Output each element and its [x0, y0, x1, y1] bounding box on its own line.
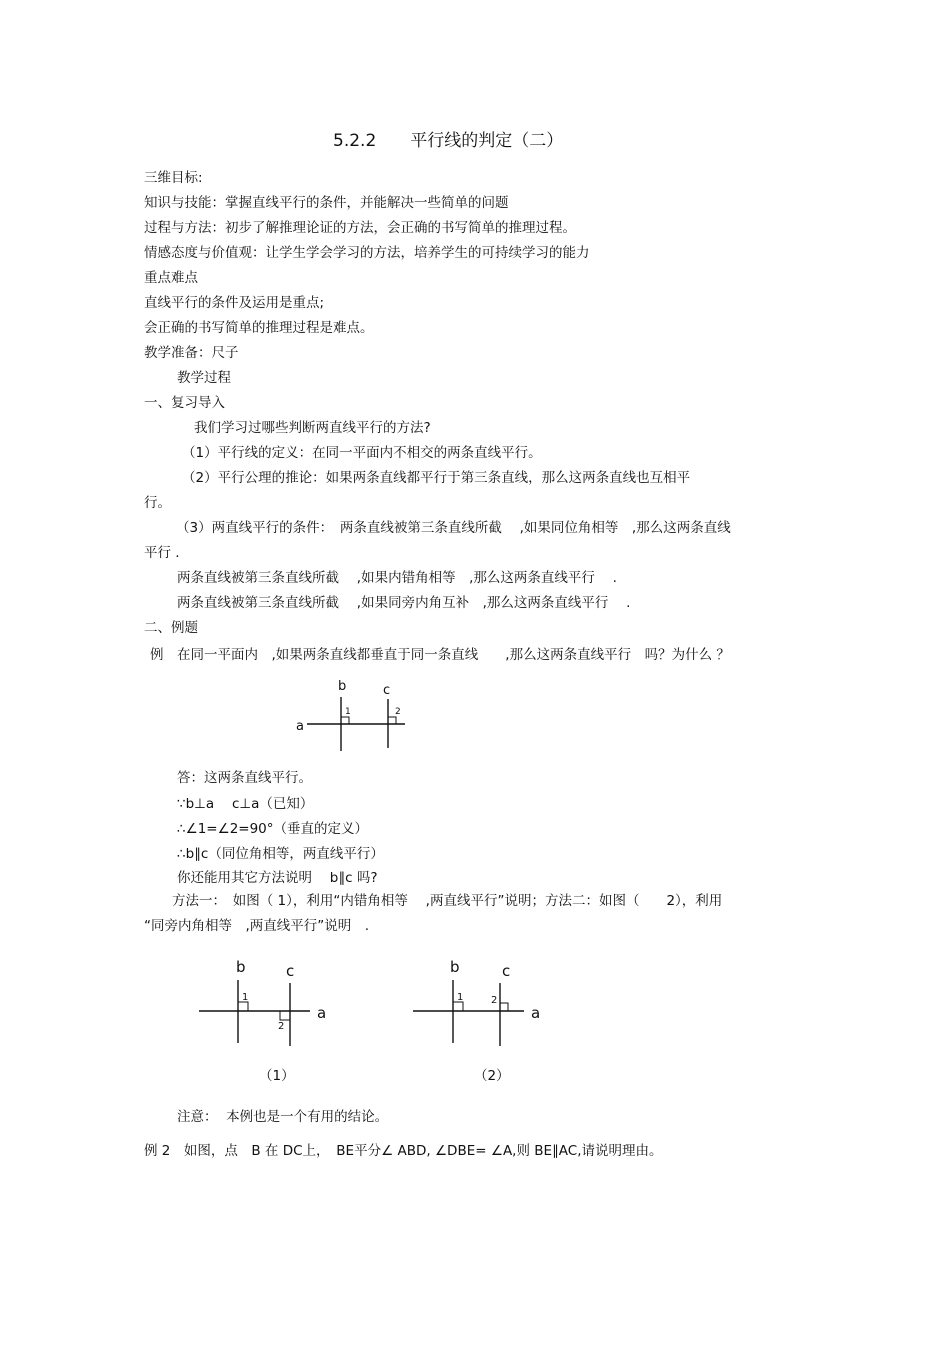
text-line: 方法一： 如图（ 1），利用“内错角相等 ,两直线平行”说明；方法二：如图（ 2），利用: [172, 893, 723, 909]
text-line: 例 2 如图，点 B 在 DC上， BE平分∠ ABD, ∠DBE= ∠A,则 BE∥AC,请说明理由。: [144, 1143, 663, 1159]
label-a: a: [317, 1004, 327, 1022]
text-line: “同旁内角相等 ,两直线平行”说明 .: [144, 918, 370, 934]
text-line: 两条直线被第三条直线所截 ,如果同旁内角互补 ,那么这两条直线平行 .: [177, 595, 631, 611]
label-b: b: [450, 958, 460, 976]
page-title: 5.2.2 平行线的判定（二）: [333, 131, 564, 151]
text-line: 你还能用其它方法说明 b∥c 吗?: [177, 870, 378, 886]
text-line: 过程与方法：初步了解推理论证的方法，会正确的书写简单的推理过程。: [144, 220, 576, 236]
figure-caption-1: （1）: [259, 1068, 295, 1084]
right-angle-mark-2: [500, 1003, 508, 1011]
text-line: 例 在同一平面内 ,如果两条直线都垂直于同一条直线 ,那么这两条直线平行 吗？为什么 ？: [150, 647, 730, 663]
label-angle-1: 1: [457, 992, 464, 1003]
text-line: ∴b∥c（同位角相等，两直线平行）: [177, 846, 384, 862]
text-line: （2）平行公理的推论：如果两条直线都平行于第三条直线，那么这两条直线也互相平: [182, 470, 691, 486]
text-line: 一、复习导入: [144, 395, 225, 411]
text-line: 注意： 本例也是一个有用的结论。: [177, 1109, 389, 1125]
figure-caption-2: （2）: [474, 1068, 510, 1084]
text-line: 情感态度与价值观：让学生学会学习的方法，培养学生的可持续学习的能力: [144, 245, 590, 261]
label-a: a: [296, 719, 304, 734]
label-angle-2: 2: [278, 1021, 285, 1032]
label-angle-1: 1: [345, 707, 351, 717]
label-angle-2: 2: [491, 995, 498, 1006]
label-c: c: [383, 683, 391, 698]
text-line: （3）两直线平行的条件： 两条直线被第三条直线所截 ,如果同位角相等 ,那么这两条直线: [176, 520, 731, 536]
text-line: 平行 .: [144, 545, 180, 561]
text-line: 教学准备：尺子: [144, 345, 239, 361]
text-line: 知识与技能：掌握直线平行的条件，并能解决一些简单的问题: [144, 195, 509, 211]
text-line: 教学过程: [177, 370, 231, 386]
text-line: 两条直线被第三条直线所截 ,如果内错角相等 ,那么这两条直线平行 .: [177, 570, 617, 586]
text-line: 行。: [144, 495, 171, 511]
text-line: 重点难点: [144, 270, 198, 286]
right-angle-mark-1: [453, 1002, 463, 1011]
text-line: ∵b⊥a c⊥a（已知）: [177, 796, 314, 812]
label-a: a: [531, 1004, 541, 1022]
text-line: 会正确的书写简单的推理过程是难点。: [144, 320, 374, 336]
text-line: （1）平行线的定义：在同一平面内不相交的两条直线平行。: [182, 445, 542, 461]
text-line: 三维目标:: [144, 170, 203, 186]
text-line: 答：这两条直线平行。: [177, 770, 312, 786]
label-angle-1: 1: [242, 992, 249, 1003]
label-b: b: [236, 958, 246, 976]
label-b: b: [338, 679, 347, 694]
text-line: 我们学习过哪些判断两直线平行的方法?: [194, 420, 431, 436]
text-line: 直线平行的条件及运用是重点;: [144, 295, 325, 311]
label-c: c: [502, 962, 511, 980]
label-c: c: [286, 962, 295, 980]
label-angle-2: 2: [395, 707, 401, 717]
text-line: ∴∠1=∠2=90°（垂直的定义）: [177, 821, 369, 837]
text-line: 二、例题: [144, 620, 198, 636]
